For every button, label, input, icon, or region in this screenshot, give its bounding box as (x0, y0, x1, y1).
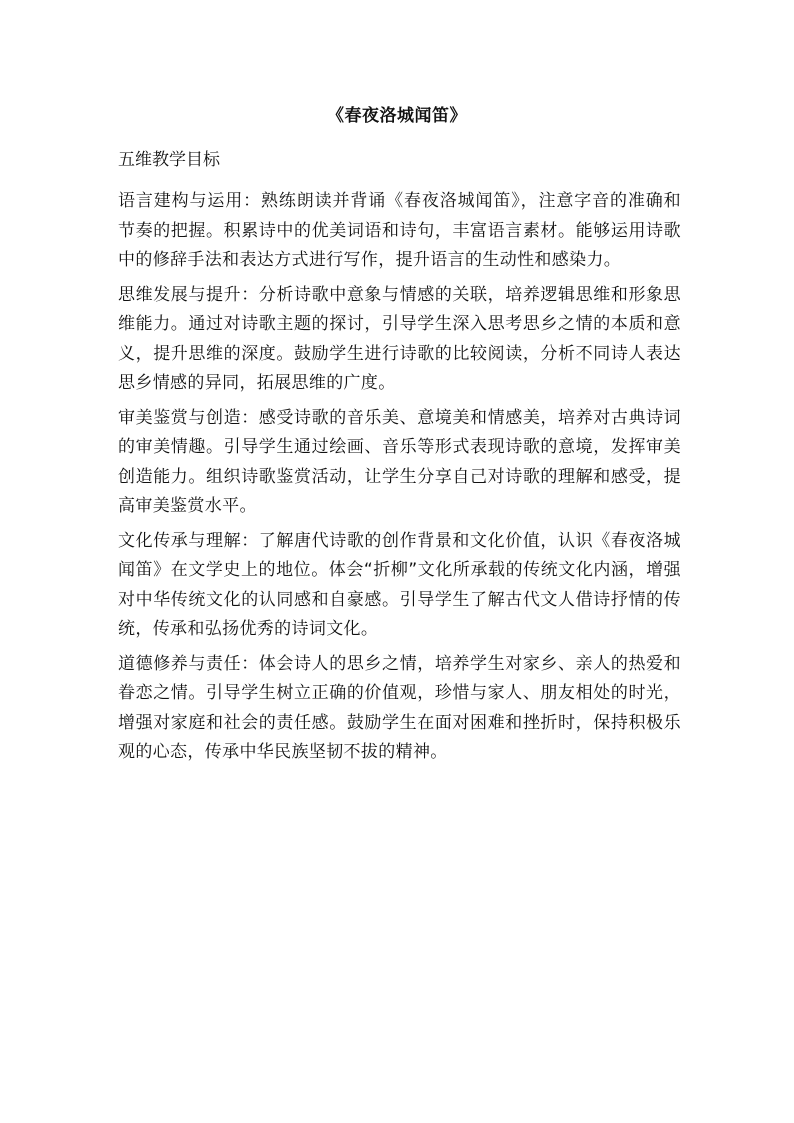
paragraph-thinking: 思维发展与提升：分析诗歌中意象与情感的关联，培养逻辑思维和形象思维能力。通过对诗歌主题的探讨，引导学生深入思考思乡之情的本质和意义，提升思维的深度。鼓励学生进行诗歌的比较阅读，分析不同诗人表达思乡情感的异同，拓展思维的广度。 (118, 284, 681, 393)
paragraph-aesthetics: 审美鉴赏与创造：感受诗歌的音乐美、意境美和情感美，培养对古典诗词的审美情趣。引导学生通过绘画、音乐等形式表现诗歌的意境，发挥审美创造能力。组织诗歌鉴赏活动，让学生分享自己对诗歌的理解和感受，提高审美鉴赏水平。 (118, 407, 681, 516)
paragraph-morality: 道德修养与责任：体会诗人的思乡之情，培养学生对家乡、亲人的热爱和眷恋之情。引导学生树立正确的价值观，珍惜与家人、朋友相处的时光，增强对家庭和社会的责任感。鼓励学生在面对困难和挫折时，保持积极乐观的心态，传承中华民族坚韧不拔的精神。 (118, 653, 681, 762)
paragraph-culture: 文化传承与理解：了解唐代诗歌的创作背景和文化价值，认识《春夜洛城闻笛》在文学史上的地位。体会“折柳”文化所承载的传统文化内涵，增强对中华传统文化的认同感和自豪感。引导学生了解古代文人借诗抒情的传统，传承和弘扬优秀的诗词文化。 (118, 530, 681, 639)
section-heading: 五维教学目标 (118, 150, 220, 170)
paragraph-language: 语言建构与运用：熟练朗读并背诵《春夜洛城闻笛》，注意字音的准确和节奏的把握。积累诗中的优美词语和诗句，丰富语言素材。能够运用诗歌中的修辞手法和表达方式进行写作，提升语言的生动性和感染力。 (118, 191, 681, 270)
document-body (118, 187, 681, 773)
document-title: 《春夜洛城闻笛》 (327, 106, 467, 126)
